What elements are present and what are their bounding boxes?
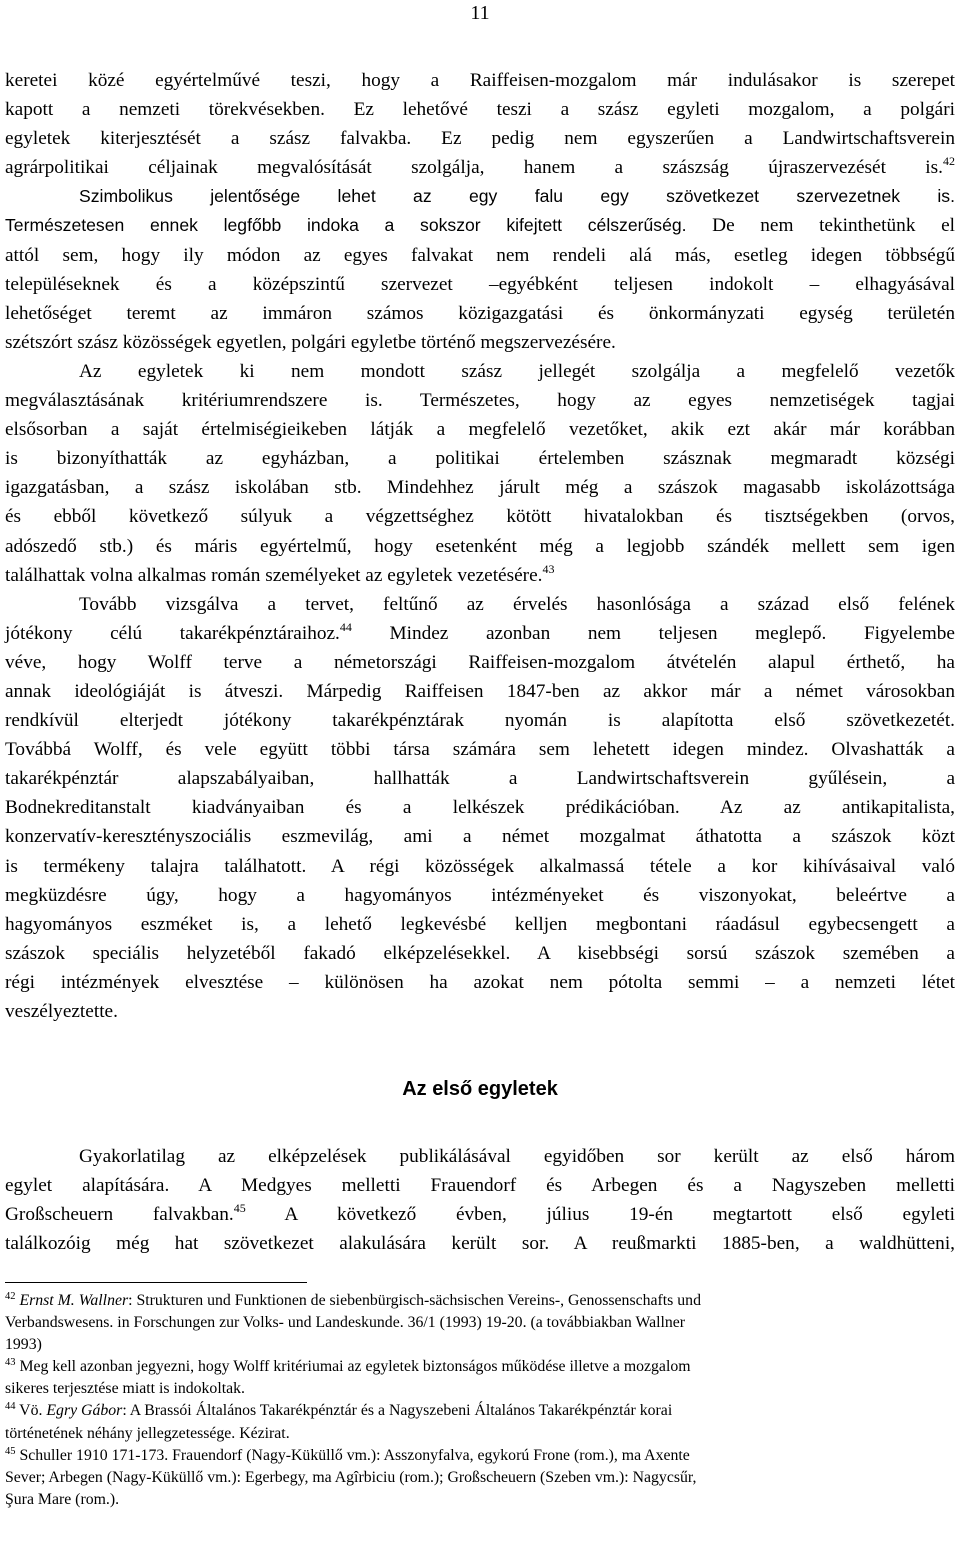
text-segment: Mindez azonban nem teljesen meglepő. Figyelembe (351, 622, 955, 644)
text-line: találkozóig még hat szövetkezet alakulására került sor. A reußmarkti 1885-ben, a waldhütteni, (5, 1233, 955, 1255)
footnote-author: Ernst M. Wallner (19, 1292, 129, 1309)
footnote-number: 43 (5, 1357, 16, 1369)
text-line (5, 153, 955, 182)
text-line: konzervatív-keresztényszociális eszmevilág, ami a német mozgalmat áthatotta a szászok közt (5, 826, 955, 848)
text-line: elsősorban a saját értelmiségieikeben látják a megfelelő vezetőket, akik ezt akár már korábban (5, 419, 955, 441)
text-line: régi intézmények elvesztése – különösen ha azokat nem pótolta semmi – a nemzeti létet (5, 971, 955, 993)
footnote-ref-42[interactable]: 42 (943, 154, 955, 169)
footnote-line: 1993) (5, 1336, 42, 1354)
text-segment: A következő évben, július 19-én megtartott első egyleti (245, 1204, 955, 1226)
text-line: igazgatásban, a szász iskolában stb. Mindehhez járult még a szászok magasabb iskolázottsága (5, 477, 955, 499)
text-segment: jótékony célú takarékpénztáraihoz. (5, 622, 340, 644)
text-segment: Großscheuern falvakban. (5, 1204, 234, 1226)
text-line: keretei közé egyértelművé teszi, hogy a Raiffeisen-mozgalom már indulásakor is szerepet (5, 70, 955, 91)
footnotes (5, 1290, 955, 1511)
footnote-line: történetének néhány jellegzetessége. Kézirat. (5, 1424, 290, 1442)
text-line: Továbbá Wolff, és vele együtt többi társa számára sem lehetett idegen mindez. Olvashatták a (5, 739, 955, 761)
text-line: is bizonyíthatták az egyházban, a politikai értelemben szásznak megmaradt községi (5, 448, 955, 470)
text-line: takarékpénztár alapszabályaiban, hallhatták a Landwirtschaftsverein gyűlésein, a (5, 768, 955, 790)
footnote-43 (5, 1356, 955, 1378)
text-segment: Szimbolikus jelentősége lehet az egy falu egy szövetkezet szervezetnek is. (79, 186, 955, 207)
footnote-text: Vö. (19, 1402, 47, 1420)
text-line: hagyományos eszméket is, a lehető legkevésbé kelljen megbontani ráadásul egybecsengett a (5, 913, 955, 935)
text-line: szétszórt szász közösségek egyetlen, polgári egyletbe történő megszervezésére. (5, 331, 616, 353)
footnote-text: Schuller 1910 171-173. Frauendorf (Nagy-Küküllő vm.): Asszonyfalva, egykorú Frone (rom.), ma Axente (19, 1446, 690, 1464)
footnote-ref-43[interactable]: 43 (542, 561, 555, 576)
text-line (5, 1142, 955, 1171)
footnote-separator (5, 1282, 307, 1283)
text-segment: Gyakorlatilag az elképzelések publikálásával egyidőben sor került az első három (79, 1146, 955, 1167)
footnote-42 (5, 1290, 955, 1312)
text-line: adószedő stb.) és máris egyértelmű, hogy esetenként még a legjobb szándék mellett sem igen (5, 535, 955, 557)
page-number: 11 (470, 2, 490, 24)
footnote-text: Meg kell azonban jegyezni, hogy Wolff kritériumai az egyletek biztonságos működése illetve a mozgalom (19, 1358, 691, 1376)
text-line (5, 357, 955, 386)
text-line: veszélyeztette. (5, 1001, 118, 1022)
text-line: is termékeny talajra találhatott. A régi közösségek alkalmassá tétele a kor kihívásaival való (5, 855, 955, 877)
footnote-ref-44[interactable]: 44 (339, 619, 352, 634)
footnote-line: Sever; Arbegen (Nagy-Küküllő vm.): Egerbegy, ma Agîrbiciu (rom.); Großscheuern (Szeben vm.): Nagycsűr, (5, 1468, 697, 1486)
text-line: attól sem, hogy ily módon az egyes falvakat nem rendeli alá más, esetleg idegen többségű (5, 244, 955, 266)
text-line (5, 561, 955, 590)
text-segment: De nem tekinthetünk el (686, 215, 955, 237)
text-segment: Az egyletek ki nem mondott szász jellegét szolgálja a megfelelő vezetők (79, 360, 955, 382)
text-line (5, 211, 955, 240)
text-segment: találhattak volna alkalmas román személyeket az egyletek vezetésére. (5, 564, 543, 586)
text-segment: Tovább vizsgálva a tervet, feltűnő az érvelés hasonlósága a század első felének (79, 593, 955, 615)
footnote-line: Verbandswesens. in Forschungen zur Volks- und Landeskunde. 36/1 (1993) 19-20. (a továbbiakban Wallner (5, 1314, 686, 1332)
footnote-ref-45[interactable]: 45 (233, 1201, 246, 1216)
footnote-line: sikeres terjesztése miatt is indokoltak. (5, 1380, 245, 1398)
text-line: szászok speciális helyzetéből fakadó elképzelésekkel. A kisebbségi sorsú szászok szemében a (5, 942, 955, 964)
section-heading: Az első egyletek (402, 1078, 558, 1100)
text-line (5, 1200, 955, 1229)
text-line: egylet alapítására. A Medgyes melletti Frauendorf és Arbegen és a Nagyszeben melletti (5, 1175, 955, 1197)
body-text (5, 66, 955, 1026)
text-line (5, 590, 955, 619)
text-line (5, 182, 955, 211)
text-line: kapott a nemzeti törekvésekben. Ez lehetővé teszi a szász egyleti mozgalom, a polgári (5, 99, 955, 121)
text-segment: Természetesen ennek legfőbb indoka a sokszor kifejtett célszerűség. (5, 215, 687, 236)
text-line: véve, hogy Wolff terve a németországi Raiffeisen-mozgalom átvételén alapul érthető, ha (5, 651, 955, 673)
text-line: egyletek kiterjesztését a szász falvakba. Ez pedig nem egyszerűen a Landwirtschaftsverein (5, 128, 955, 150)
text-line: megválasztásának kritériumrendszere is. Természetes, hogy az egyes nemzetiségek tagjai (5, 390, 955, 412)
footnote-number: 42 (5, 1291, 16, 1302)
footnote-text: : A Brassói Általános Takarékpénztár és a Nagyszebeni Általános Takarékpénztár korai (122, 1402, 673, 1420)
section-text (5, 1142, 955, 1258)
text-line: annak ideológiáját is átveszi. Márpedig Raiffeisen 1847-ben az akkor már a német városokban (5, 680, 955, 702)
text-line: megküzdésre úgy, hogy a hagyományos intézményeket és viszonyokat, beleértve a (5, 884, 955, 906)
footnote-45 (5, 1445, 955, 1467)
footnote-44 (5, 1400, 955, 1422)
text-line: településeknek és a középszintű szervezet –egyébként teljesen indokolt – elhagyásával (5, 273, 955, 295)
text-line: rendkívül elterjedt jótékony takarékpénztárak nyomán is alapította első szövetkezetét. (5, 710, 955, 732)
text-line: lehetőséget teremt az immáron számos közigazgatási és önkormányzati egység területén (5, 302, 955, 324)
text-line: Bodnekreditanstalt kiadványaiban és a lelkészek prédikációban. Az az antikapitalista, (5, 797, 955, 819)
footnote-author: Egry Gábor (46, 1402, 123, 1420)
text-segment: agrárpolitikai céljainak megvalósítását szolgálja, hanem a szászság újraszervezését is. (5, 157, 943, 179)
footnote-number: 44 (5, 1401, 16, 1413)
footnote-number: 45 (5, 1445, 16, 1457)
footnote-line: Şura Mare (rom.). (5, 1490, 120, 1508)
text-line (5, 619, 955, 648)
footnote-text: : Strukturen und Funktionen de siebenbürgisch-sächsischen Vereins-, Genossenschafts und (128, 1292, 701, 1309)
text-line: és ebből következő súlyuk a végzettséghez kötött hivatalokban és tisztségekben (orvos, (5, 506, 955, 528)
